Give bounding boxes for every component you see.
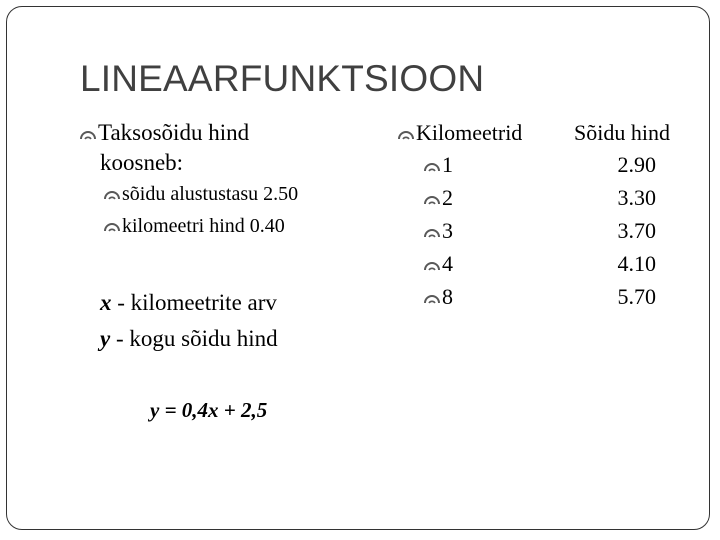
list-item: [80, 210, 298, 242]
price-value: 3.70: [617, 218, 656, 243]
item-start-fee: sõidu alustustasu 2.50: [122, 183, 299, 205]
var-x-symbol: x: [100, 290, 112, 315]
km-value: 8: [442, 284, 453, 309]
price-value: 3.30: [617, 185, 656, 210]
km-value: 2: [442, 185, 453, 210]
intro-line: [80, 118, 298, 148]
price-column: [555, 118, 670, 313]
kilometers-header-text: Kilomeetrid: [416, 120, 523, 145]
price-header: Sõidu hind: [574, 120, 670, 145]
table-row: [398, 214, 522, 247]
price-value: 4.10: [617, 251, 656, 276]
left-column: [80, 118, 298, 242]
kilometers-column: [398, 118, 522, 313]
kilometers-header: [398, 118, 522, 148]
var-y-symbol: y: [100, 326, 111, 351]
km-value: 1: [442, 152, 453, 177]
km-value: 4: [442, 251, 453, 276]
intro-text-line2: koosneb:: [100, 150, 184, 175]
var-y-line: [100, 321, 278, 357]
slide-title: LINEAARFUNKTSIOON: [80, 58, 485, 99]
km-value: 3: [442, 218, 453, 243]
list-item: [80, 178, 298, 210]
price-value: 5.70: [617, 284, 656, 309]
variable-definitions: [100, 285, 278, 357]
intro-text-line1: Taksosõidu hind: [98, 120, 250, 145]
var-y-text: - kogu sõidu hind: [110, 326, 278, 351]
table-row: [398, 181, 522, 214]
table-row: [398, 148, 522, 181]
price-value: 2.90: [617, 152, 656, 177]
formula: y = 0,4x + 2,5: [150, 398, 268, 422]
table-row: [398, 280, 522, 313]
var-x-text: - kilomeetrite arv: [111, 290, 277, 315]
table-row: [398, 247, 522, 280]
var-x-line: [100, 285, 278, 321]
item-km-price: kilomeetri hind 0.40: [122, 215, 285, 237]
